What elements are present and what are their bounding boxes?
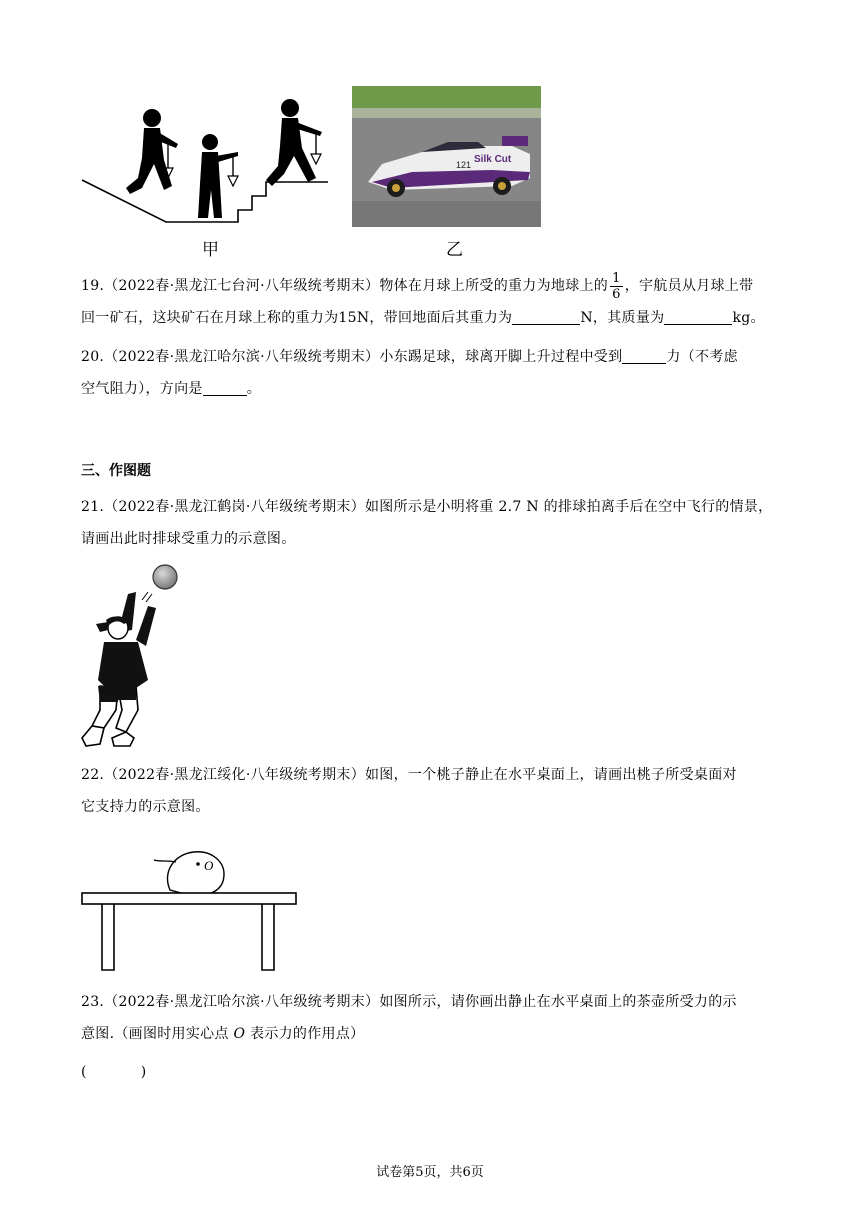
question-21: 21.（2022春·黑龙江鹤岗·八年级统考期末）如图所示是小明将重 2.7 N 的排球拍离手后在空中飞行的情景， 请画出此时排球受重力的示意图。 — [81, 499, 773, 547]
caption-yi: 乙 — [446, 240, 463, 260]
question-22: 22.（2022春·黑龙江绥化·八年级统考期末）如图，一个桃子静止在水平桌面上，请画出桃子所受桌面对 它支持力的示意图。 — [81, 767, 737, 815]
answer-blank[interactable] — [622, 347, 666, 364]
question-source: （2022春·黑龙江哈尔滨·八年级统考期末） — [104, 349, 380, 365]
question-source: （2022春·黑龙江七台河·八年级统考期末） — [104, 278, 380, 294]
question-text: 回一矿石，这块矿石在月球上称的重力为15N，带回地面后其重力为 — [81, 310, 513, 326]
page-footer: 试卷第5页，共6页 — [376, 1165, 484, 1180]
point-o-dot — [196, 862, 200, 866]
caption-jia: 甲 — [202, 240, 219, 260]
point-o-label: O — [233, 1026, 246, 1042]
answer-paren-close: ) — [140, 1064, 147, 1080]
answer-blank[interactable] — [512, 308, 580, 325]
car-sponsor: Silk Cut — [474, 154, 512, 165]
section-title: 三、作图题 — [81, 463, 151, 479]
question-number: 21. — [81, 499, 105, 515]
question-19: 19.（2022春·黑龙江七台河·八年级统考期末）物体在月球上所受的重力为地球上的 $\frac{1}{6}$ ，宇航员从月球上带 回一矿石，这块矿石在月球上称的重力为15N，带回地面后其重力为 N，其质量为 kg。 — [81, 270, 765, 326]
question-source: （2022春·黑龙江鹤岗·八年级统考期末） — [104, 499, 365, 515]
fraction-one-sixth: $\frac{1}{6}$ — [612, 270, 621, 302]
figure-people-stairs — [80, 98, 330, 228]
question-number: 20. — [81, 349, 105, 365]
question-number: 22. — [81, 767, 105, 783]
question-source: （2022春·黑龙江绥化·八年级统考期末） — [104, 767, 365, 783]
question-number: 19. — [81, 278, 105, 294]
figure-peach-on-table — [80, 832, 300, 974]
question-text: 物体在月球上所受的重力为地球上的 — [379, 278, 609, 294]
volleyball — [153, 565, 177, 589]
answer-paren-open: ( — [81, 1064, 87, 1080]
question-23: 23.（2022春·黑龙江哈尔滨·八年级统考期末）如图所示，请你画出静止在水平桌面上的茶壶所受力的示 意图.（画图时用实心点 O 表示力的作用点） ( ) — [81, 994, 737, 1080]
question-number: 23. — [81, 994, 105, 1010]
answer-blank[interactable] — [664, 308, 732, 325]
answer-blank[interactable] — [203, 379, 247, 396]
figure-race-car-photo — [352, 86, 541, 227]
question-source: （2022春·黑龙江哈尔滨·八年级统考期末） — [104, 994, 380, 1010]
figure-volleyball-player — [78, 560, 188, 752]
question-20: 20.（2022春·黑龙江哈尔滨·八年级统考期末）小东踢足球，球离开脚上升过程中受到 力（不考虑 空气阻力），方向是 。 — [81, 349, 738, 397]
point-o-label: O — [204, 858, 214, 873]
car-number: 121 — [456, 160, 472, 170]
